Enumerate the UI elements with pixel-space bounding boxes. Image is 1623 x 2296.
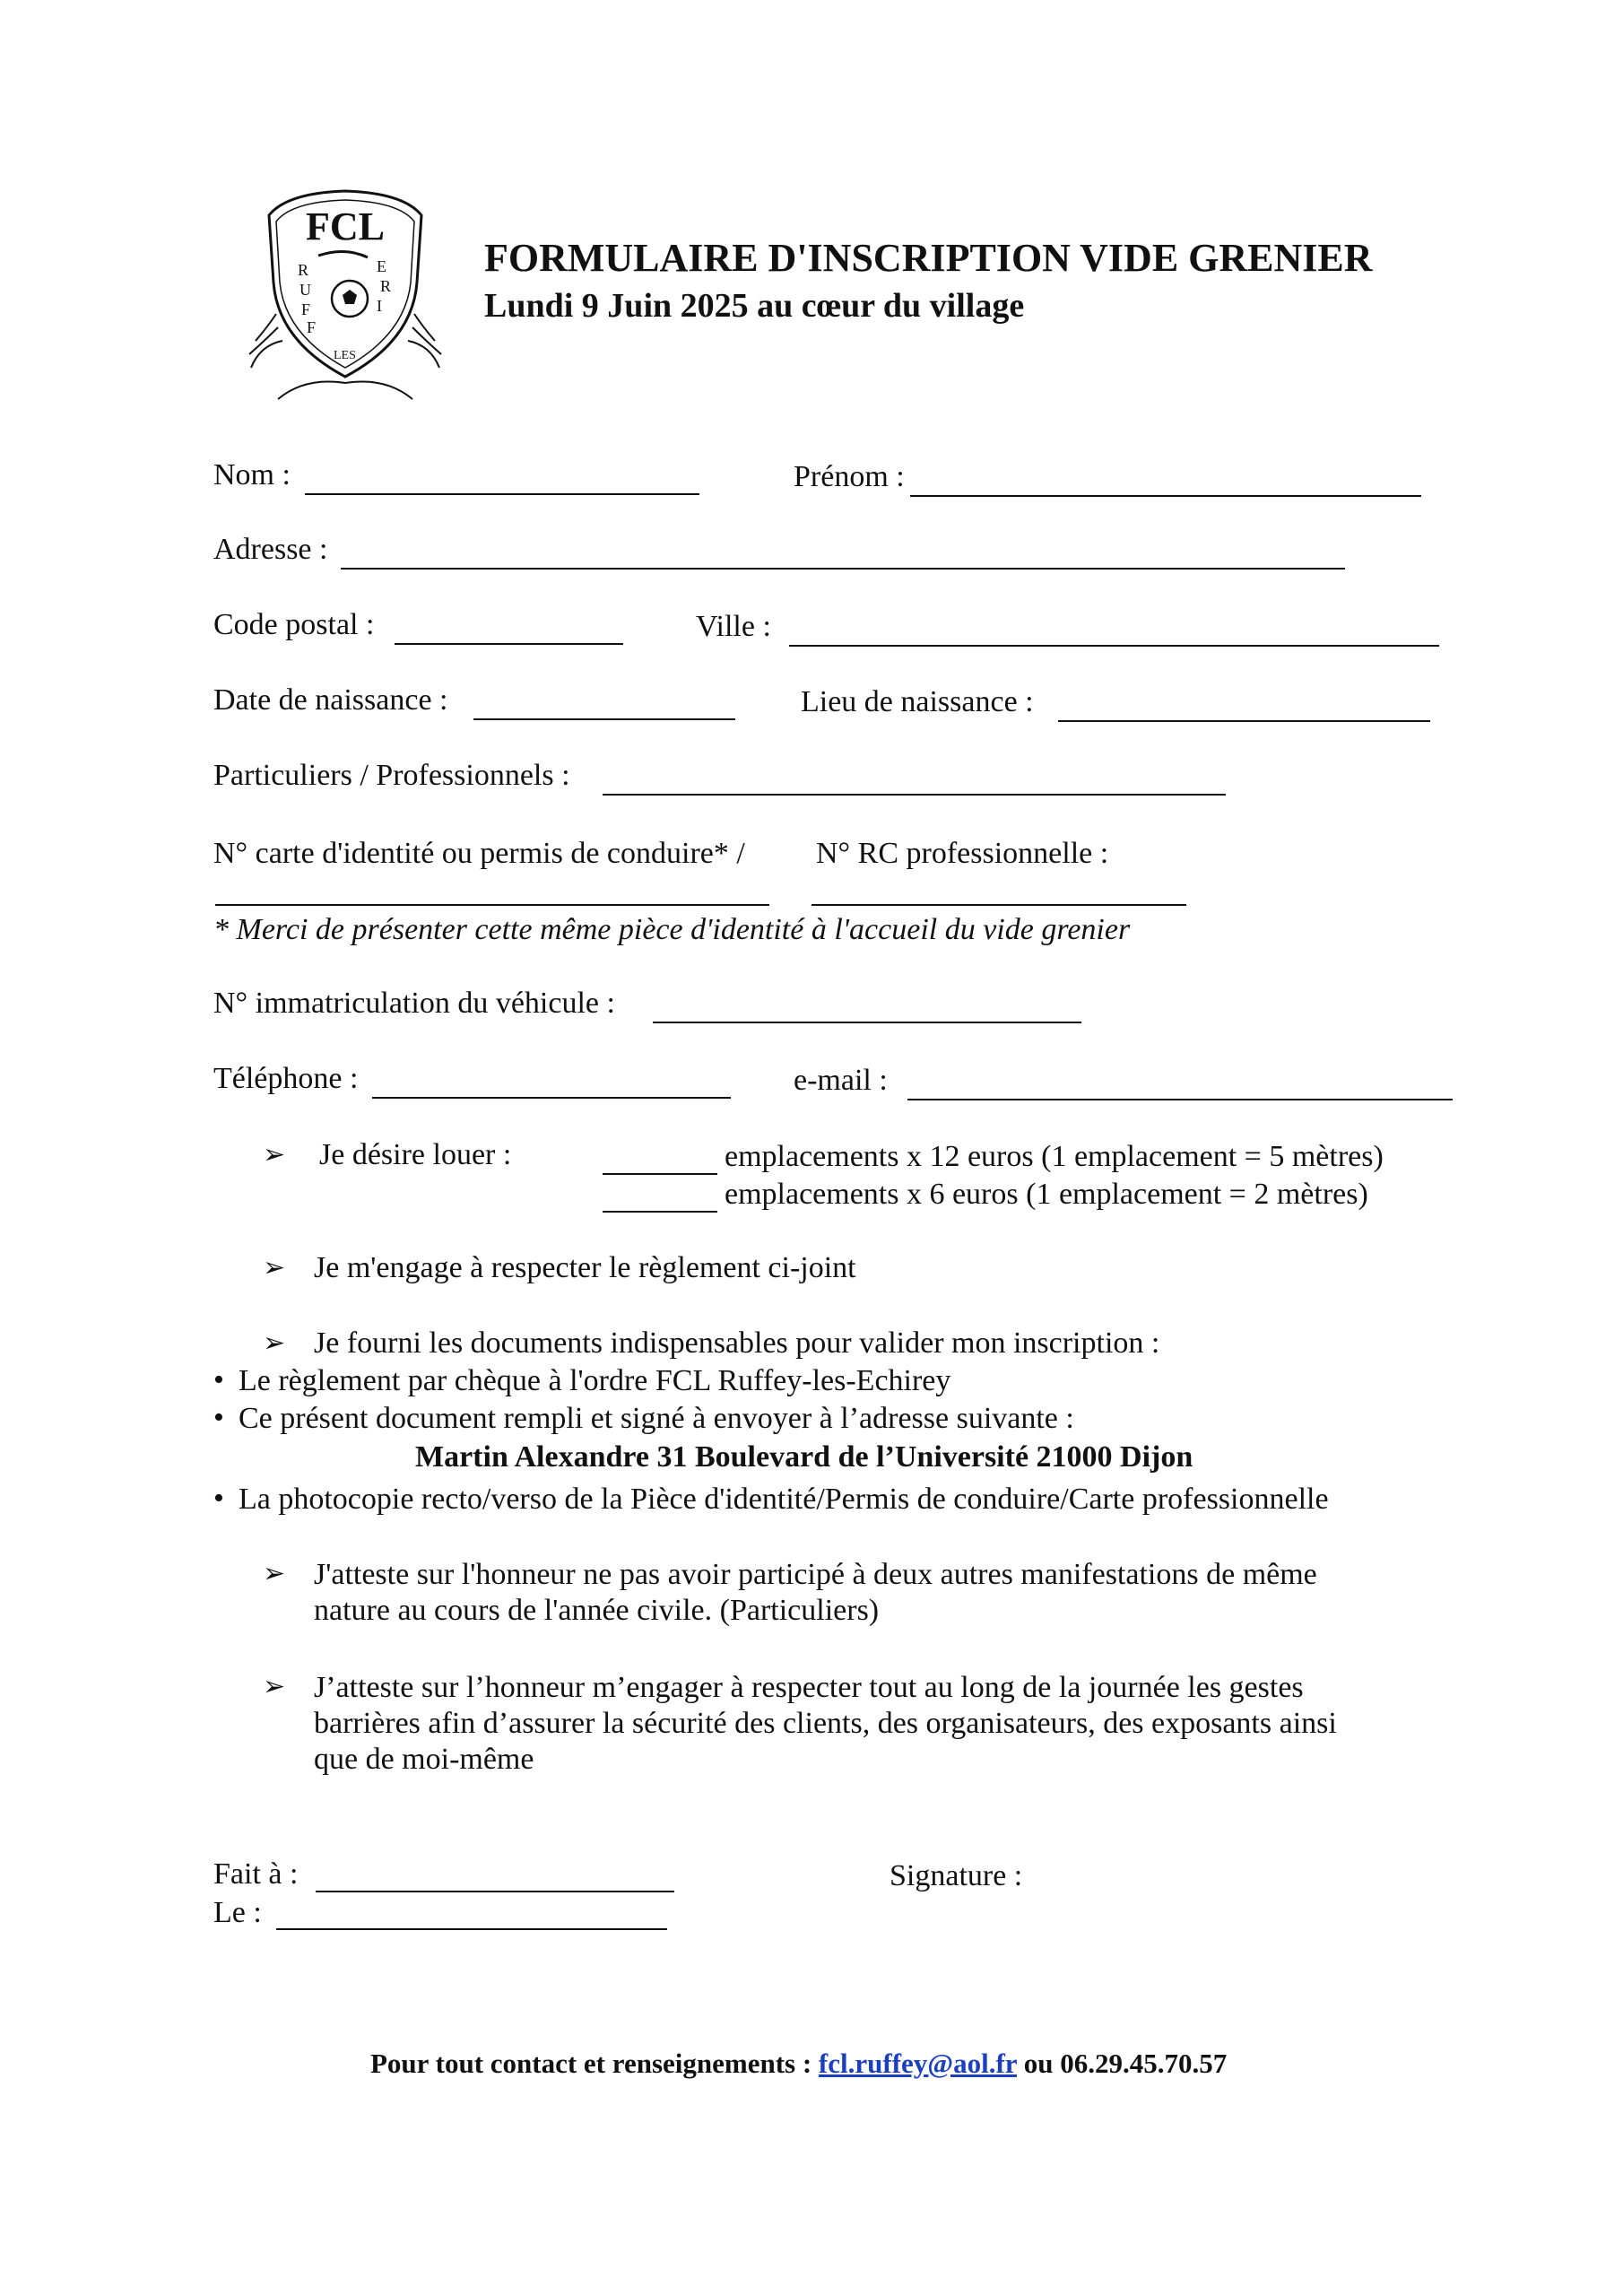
lieu-naissance-label: Lieu de naissance : [801, 685, 1034, 718]
attest-particuliers-line1: J'atteste sur l'honneur ne pas avoir participé à deux autres manifestations de même [314, 1558, 1317, 1591]
form-subtitle: Lundi 9 Juin 2025 au cœur du village [484, 287, 1025, 325]
fait-a-field[interactable] [316, 1891, 674, 1892]
ville-label: Ville : [696, 610, 771, 643]
arrow-icon: ➢ [263, 1672, 286, 1701]
email-label: e-mail : [794, 1064, 888, 1097]
rc-pro-field[interactable] [812, 904, 1186, 906]
footer-contact [370, 2047, 1227, 2081]
code-postal-label: Code postal : [213, 608, 375, 641]
adresse-field[interactable] [341, 568, 1345, 570]
nom-field[interactable] [305, 493, 699, 495]
email-field[interactable] [907, 1099, 1453, 1100]
attest-gestes-line2: barrières afin d’assurer la sécurité des clients, des organisateurs, des exposants ainsi [314, 1707, 1337, 1740]
bullet-icon: • [213, 1401, 224, 1434]
telephone-label: Téléphone : [213, 1062, 359, 1095]
date-naissance-field[interactable] [473, 718, 735, 720]
svg-text:F: F [307, 318, 317, 336]
prenom-label: Prénom : [794, 460, 905, 493]
signature-label: Signature : [890, 1859, 1023, 1892]
attest-gestes-line3: que de moi-même [314, 1743, 534, 1776]
documents-text: Je fourni les documents indispensables pour valider mon inscription : [314, 1326, 1160, 1360]
rental-quantity-2m-field[interactable] [603, 1211, 717, 1213]
bullet-icon: • [213, 1482, 224, 1515]
arrow-icon: ➢ [263, 1328, 286, 1358]
arrow-icon: ➢ [263, 1253, 286, 1283]
nom-label: Nom : [213, 458, 291, 491]
svg-text:R: R [380, 277, 392, 295]
particuliers-label: Particuliers / Professionnels : [213, 759, 570, 792]
rental-label: Je désire louer : [319, 1138, 512, 1171]
date-naissance-label: Date de naissance : [213, 683, 448, 717]
footer-middle: ou [1023, 2048, 1054, 2079]
arrow-icon: ➢ [263, 1140, 286, 1170]
svg-text:F: F [301, 300, 311, 318]
contact-email-link[interactable]: fcl.ruffey@aol.fr [818, 2048, 1017, 2079]
svg-text:R: R [298, 261, 309, 279]
code-postal-field[interactable] [395, 643, 623, 645]
engage-text: Je m'engage à respecter le règlement ci-joint [314, 1251, 856, 1284]
immatriculation-field[interactable] [653, 1022, 1081, 1023]
contact-phone: 06.29.45.70.57 [1060, 2048, 1228, 2079]
svg-text:LES: LES [334, 349, 356, 362]
attest-particuliers-line2: nature au cours de l'année civile. (Particuliers) [314, 1594, 880, 1627]
identity-note: * Merci de présenter cette même pièce d'identité à l'accueil du vide grenier [213, 913, 1131, 946]
carte-id-label: N° carte d'identité ou permis de conduire* / [213, 837, 745, 870]
immatriculation-label: N° immatriculation du véhicule : [213, 987, 615, 1020]
fait-a-label: Fait à : [213, 1857, 299, 1891]
telephone-field[interactable] [372, 1097, 731, 1099]
particuliers-field[interactable] [603, 794, 1226, 796]
svg-text:FCL: FCL [306, 204, 385, 248]
carte-id-field[interactable] [215, 904, 769, 906]
attest-gestes-line1: J’atteste sur l’honneur m’engager à respecter tout au long de la journée les gestes [314, 1671, 1304, 1704]
mailing-address: Martin Alexandre 31 Boulevard de l’Université 21000 Dijon [415, 1440, 1193, 1474]
fcl-logo [233, 184, 457, 408]
ville-field[interactable] [789, 645, 1439, 647]
rental-option-5m: emplacements x 12 euros (1 emplacement = 5 mètres) [725, 1140, 1384, 1173]
le-label: Le : [213, 1896, 262, 1929]
rental-option-2m: emplacements x 6 euros (1 emplacement = 2 mètres) [725, 1178, 1368, 1211]
le-field[interactable] [276, 1928, 667, 1930]
prenom-field[interactable] [910, 495, 1421, 497]
document-item-form: Ce présent document rempli et signé à envoyer à l’adresse suivante : [239, 1402, 1074, 1435]
svg-text:U: U [299, 281, 311, 299]
form-title: FORMULAIRE D'INSCRIPTION VIDE GRENIER [484, 236, 1373, 280]
lieu-naissance-field[interactable] [1058, 720, 1430, 722]
document-item-photocopy: La photocopie recto/verso de la Pièce d'identité/Permis de conduire/Carte professionnelle [239, 1483, 1329, 1516]
adresse-label: Adresse : [213, 533, 328, 566]
svg-text:I: I [377, 297, 382, 315]
svg-text:E: E [377, 257, 386, 275]
rental-quantity-5m-field[interactable] [603, 1173, 717, 1175]
footer-prefix: Pour tout contact et renseignements : [370, 2048, 812, 2079]
bullet-icon: • [213, 1363, 224, 1396]
arrow-icon: ➢ [263, 1559, 286, 1588]
document-item-cheque: Le règlement par chèque à l'ordre FCL Ruffey-les-Echirey [239, 1364, 951, 1397]
rc-pro-label: N° RC professionnelle : [816, 837, 1109, 870]
